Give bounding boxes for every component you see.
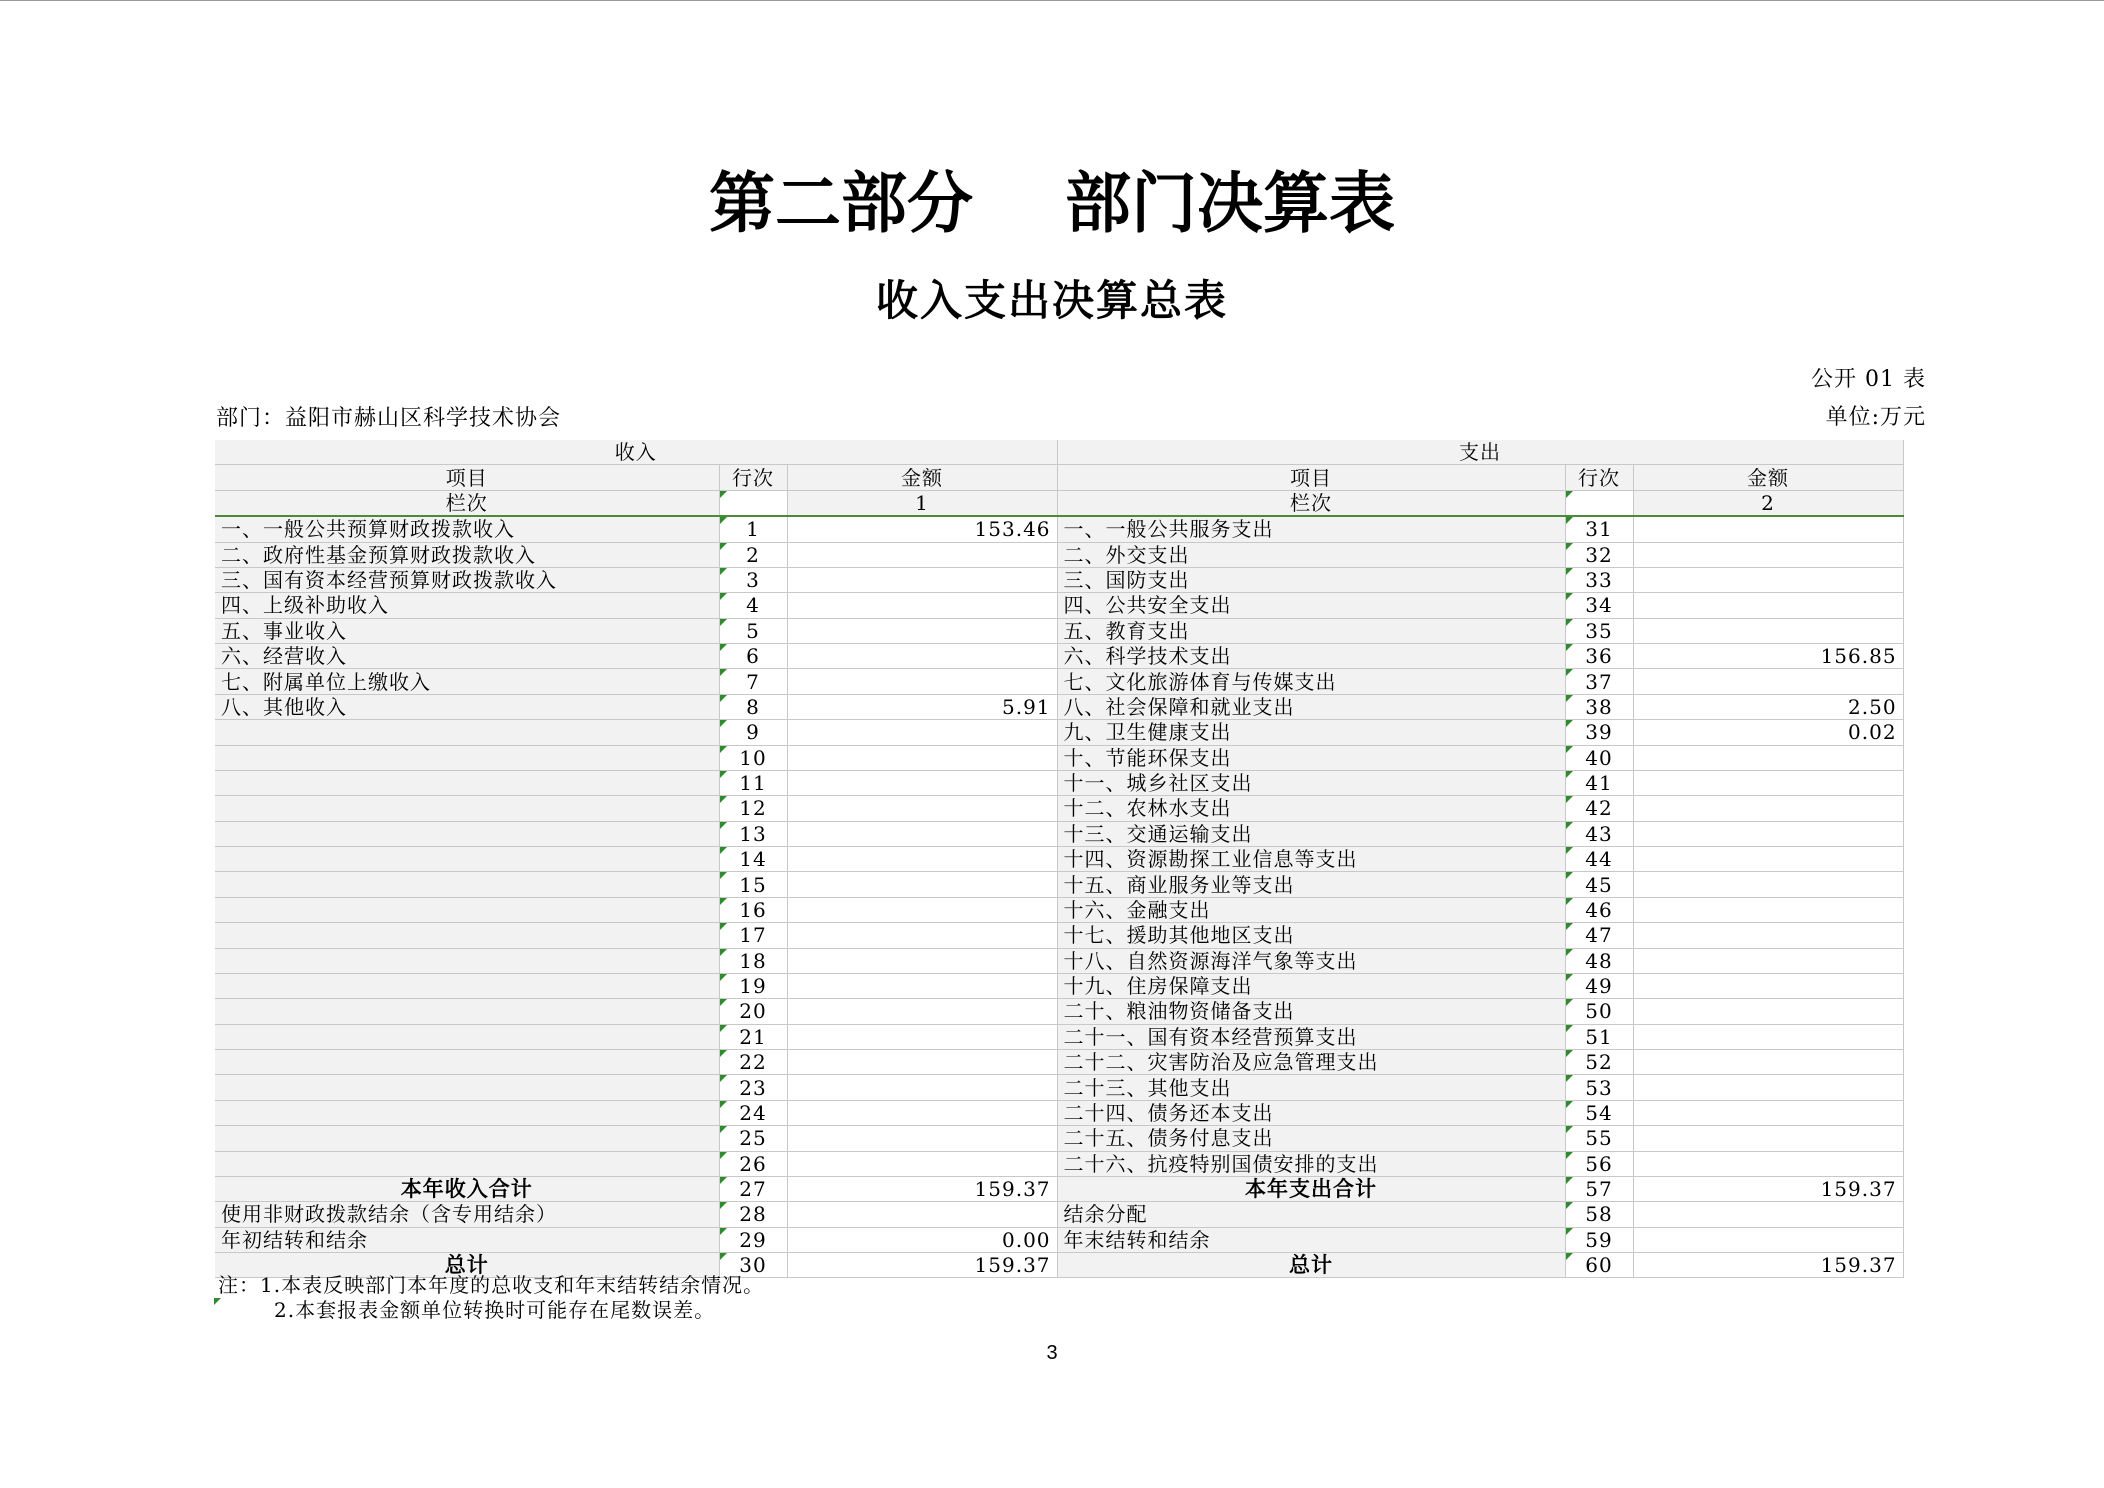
table-row xyxy=(215,1126,1903,1151)
income-amount xyxy=(787,593,1057,618)
table-row xyxy=(215,542,1903,567)
income-amount xyxy=(787,847,1057,872)
income-amount xyxy=(787,948,1057,973)
income-line-no: 26 xyxy=(719,1151,787,1176)
income-amount xyxy=(787,770,1057,795)
page-title: 第二部分 部门决算表 xyxy=(709,165,1395,242)
income-item xyxy=(215,1126,719,1151)
expense-line-no: 50 xyxy=(1565,999,1633,1024)
grand-income-total-line: 30 xyxy=(719,1253,787,1278)
income-item xyxy=(215,745,719,770)
expense-item: 五、教育支出 xyxy=(1057,618,1565,643)
expense-line-no: 42 xyxy=(1565,796,1633,821)
expense-line-no: 56 xyxy=(1565,1151,1633,1176)
expense-line-no: 47 xyxy=(1565,923,1633,948)
expense-line-no: 32 xyxy=(1565,542,1633,567)
extra-row xyxy=(215,1227,1903,1252)
column-index-2: 2 xyxy=(1633,490,1903,516)
extra-expense-line: 58 xyxy=(1565,1202,1633,1227)
expense-amount xyxy=(1633,618,1903,643)
expense-amount xyxy=(1633,897,1903,922)
table-row xyxy=(215,948,1903,973)
income-line-no: 13 xyxy=(719,821,787,846)
income-item xyxy=(215,872,719,897)
table-row xyxy=(215,897,1903,922)
year-expense-total-amount: 159.37 xyxy=(1633,1176,1903,1201)
income-amount xyxy=(787,1151,1057,1176)
table-row xyxy=(215,720,1903,745)
income-amount xyxy=(787,872,1057,897)
expense-item: 十五、商业服务业等支出 xyxy=(1057,872,1565,897)
income-amount xyxy=(787,1050,1057,1075)
income-line-no: 6 xyxy=(719,644,787,669)
income-amount xyxy=(787,973,1057,998)
income-amount xyxy=(787,1024,1057,1049)
expense-line-no: 44 xyxy=(1565,847,1633,872)
header-row-index xyxy=(215,490,1903,516)
expense-item: 十六、金融支出 xyxy=(1057,897,1565,922)
table-row xyxy=(215,1151,1903,1176)
expense-header: 支出 xyxy=(1057,440,1903,465)
expense-line-no: 49 xyxy=(1565,973,1633,998)
income-amount xyxy=(787,720,1057,745)
expense-line-no: 51 xyxy=(1565,1024,1633,1049)
income-item xyxy=(215,1151,719,1176)
expense-amount xyxy=(1633,1075,1903,1100)
income-line-no: 20 xyxy=(719,999,787,1024)
unit-label: 单位:万元 xyxy=(1825,405,1926,430)
table-row xyxy=(215,770,1903,795)
income-item xyxy=(215,999,719,1024)
income-line-no: 1 xyxy=(719,516,787,542)
expense-line-no: 45 xyxy=(1565,872,1633,897)
grand-income-total-label: 总计 xyxy=(215,1253,719,1278)
table-row xyxy=(215,567,1903,592)
table-summary xyxy=(215,1176,1903,1278)
table-row xyxy=(215,745,1903,770)
expense-amount xyxy=(1633,593,1903,618)
cell-marker-icon xyxy=(214,1298,221,1305)
income-line-no: 16 xyxy=(719,897,787,922)
page-number: 3 xyxy=(1046,1342,1058,1364)
income-amount xyxy=(787,567,1057,592)
expense-amount xyxy=(1633,542,1903,567)
grand-expense-total-amount: 159.37 xyxy=(1633,1253,1903,1278)
expense-amount xyxy=(1633,973,1903,998)
income-item: 四、上级补助收入 xyxy=(215,593,719,618)
income-item xyxy=(215,948,719,973)
income-line-no: 4 xyxy=(719,593,787,618)
grand-income-total-amount: 159.37 xyxy=(787,1253,1057,1278)
col-line-income: 行次 xyxy=(719,465,787,490)
extra-expense-item: 结余分配 xyxy=(1057,1202,1565,1227)
expense-line-no: 37 xyxy=(1565,669,1633,694)
income-line-no: 8 xyxy=(719,694,787,719)
income-amount xyxy=(787,644,1057,669)
expense-amount xyxy=(1633,999,1903,1024)
expense-item: 二十一、国有资本经营预算支出 xyxy=(1057,1024,1565,1049)
table-body xyxy=(215,516,1903,1176)
income-amount xyxy=(787,999,1057,1024)
expense-line-no: 33 xyxy=(1565,567,1633,592)
expense-amount: 2.50 xyxy=(1633,694,1903,719)
expense-item: 一、一般公共服务支出 xyxy=(1057,516,1565,542)
expense-item: 三、国防支出 xyxy=(1057,567,1565,592)
income-item: 一、一般公共预算财政拨款收入 xyxy=(215,516,719,542)
table-title: 收入支出决算总表 xyxy=(875,276,1228,325)
income-item xyxy=(215,847,719,872)
expense-item: 二十六、抗疫特别国债安排的支出 xyxy=(1057,1151,1565,1176)
income-line-no: 12 xyxy=(719,796,787,821)
income-item: 五、事业收入 xyxy=(215,618,719,643)
expense-item: 二十五、债务付息支出 xyxy=(1057,1126,1565,1151)
table-row xyxy=(215,1100,1903,1125)
income-amount xyxy=(787,542,1057,567)
income-item: 八、其他收入 xyxy=(215,694,719,719)
income-line-no: 21 xyxy=(719,1024,787,1049)
table-row xyxy=(215,1050,1903,1075)
extra-expense-amount xyxy=(1633,1227,1903,1252)
expense-amount xyxy=(1633,923,1903,948)
income-line-no: 9 xyxy=(719,720,787,745)
expense-amount xyxy=(1633,872,1903,897)
income-line-no: 25 xyxy=(719,1126,787,1151)
grand-expense-total-label: 总计 xyxy=(1057,1253,1565,1278)
expense-amount xyxy=(1633,948,1903,973)
expense-item: 七、文化旅游体育与传媒支出 xyxy=(1057,669,1565,694)
expense-line-no: 55 xyxy=(1565,1126,1633,1151)
table-row xyxy=(215,973,1903,998)
income-amount xyxy=(787,745,1057,770)
income-line-no: 22 xyxy=(719,1050,787,1075)
expense-item: 十三、交通运输支出 xyxy=(1057,821,1565,846)
expense-line-no: 53 xyxy=(1565,1075,1633,1100)
form-number: 公开 01 表 xyxy=(1811,367,1926,392)
income-amount: 5.91 xyxy=(787,694,1057,719)
income-amount xyxy=(787,1100,1057,1125)
income-line-no: 11 xyxy=(719,770,787,795)
expense-amount xyxy=(1633,1050,1903,1075)
income-amount xyxy=(787,923,1057,948)
table-row xyxy=(215,923,1903,948)
table-row xyxy=(215,694,1903,719)
expense-line-no: 43 xyxy=(1565,821,1633,846)
col-item-income: 项目 xyxy=(215,465,719,490)
expense-item: 十二、农林水支出 xyxy=(1057,796,1565,821)
income-item xyxy=(215,897,719,922)
table-row xyxy=(215,516,1903,542)
col-line-expense: 行次 xyxy=(1565,465,1633,490)
col-item-expense: 项目 xyxy=(1057,465,1565,490)
expense-item: 二十四、债务还本支出 xyxy=(1057,1100,1565,1125)
income-line-no: 10 xyxy=(719,745,787,770)
income-line-no: 23 xyxy=(719,1075,787,1100)
income-amount xyxy=(787,669,1057,694)
table-row xyxy=(215,999,1903,1024)
expense-line-no: 39 xyxy=(1565,720,1633,745)
income-item xyxy=(215,770,719,795)
expense-amount xyxy=(1633,1100,1903,1125)
income-line-no: 24 xyxy=(719,1100,787,1125)
department-label: 部门：益阳市赫山区科学技术协会 xyxy=(216,406,562,431)
table-row xyxy=(215,796,1903,821)
extra-income-amount xyxy=(787,1202,1057,1227)
expense-item: 十一、城乡社区支出 xyxy=(1057,770,1565,795)
extra-income-line: 28 xyxy=(719,1202,787,1227)
income-line-no: 3 xyxy=(719,567,787,592)
expense-amount xyxy=(1633,1126,1903,1151)
expense-amount xyxy=(1633,745,1903,770)
expense-amount xyxy=(1633,847,1903,872)
income-line-no: 14 xyxy=(719,847,787,872)
year-expense-total-label: 本年支出合计 xyxy=(1057,1176,1565,1201)
column-index-1: 1 xyxy=(787,490,1057,516)
expense-item: 二、外交支出 xyxy=(1057,542,1565,567)
column-label-expense: 栏次 xyxy=(1057,490,1565,516)
header-row-columns xyxy=(215,465,1903,490)
income-item xyxy=(215,1075,719,1100)
expense-amount xyxy=(1633,669,1903,694)
income-item: 三、国有资本经营预算财政拨款收入 xyxy=(215,567,719,592)
expense-amount xyxy=(1633,567,1903,592)
table-row xyxy=(215,872,1903,897)
income-item xyxy=(215,1024,719,1049)
table-row xyxy=(215,1024,1903,1049)
income-item xyxy=(215,973,719,998)
table-row xyxy=(215,1075,1903,1100)
income-item xyxy=(215,1100,719,1125)
expense-item: 四、公共安全支出 xyxy=(1057,593,1565,618)
year-total-row xyxy=(215,1176,1903,1201)
income-item: 二、政府性基金预算财政拨款收入 xyxy=(215,542,719,567)
table-row xyxy=(215,669,1903,694)
income-header: 收入 xyxy=(215,440,1057,465)
expense-item: 十八、自然资源海洋气象等支出 xyxy=(1057,948,1565,973)
income-item: 七、附属单位上缴收入 xyxy=(215,669,719,694)
expense-line-no: 31 xyxy=(1565,516,1633,542)
header-row-section xyxy=(215,440,1903,465)
extra-row xyxy=(215,1202,1903,1227)
expense-amount xyxy=(1633,821,1903,846)
expense-line-no: 52 xyxy=(1565,1050,1633,1075)
expense-item: 十九、住房保障支出 xyxy=(1057,973,1565,998)
year-expense-total-line: 57 xyxy=(1565,1176,1633,1201)
income-line-no: 2 xyxy=(719,542,787,567)
income-amount xyxy=(787,1126,1057,1151)
expense-item: 十四、资源勘探工业信息等支出 xyxy=(1057,847,1565,872)
income-amount: 153.46 xyxy=(787,516,1057,542)
expense-item: 二十二、灾害防治及应急管理支出 xyxy=(1057,1050,1565,1075)
top-border-line xyxy=(0,0,2104,1)
income-item xyxy=(215,821,719,846)
column-label-income: 栏次 xyxy=(215,490,719,516)
expense-item: 二十三、其他支出 xyxy=(1057,1075,1565,1100)
table-row xyxy=(215,821,1903,846)
expense-line-no: 36 xyxy=(1565,644,1633,669)
expense-item: 八、社会保障和就业支出 xyxy=(1057,694,1565,719)
income-line-no: 15 xyxy=(719,872,787,897)
expense-amount xyxy=(1633,770,1903,795)
income-amount xyxy=(787,618,1057,643)
expense-line-no: 54 xyxy=(1565,1100,1633,1125)
expense-amount xyxy=(1633,1151,1903,1176)
expense-item: 九、卫生健康支出 xyxy=(1057,720,1565,745)
extra-income-amount: 0.00 xyxy=(787,1227,1057,1252)
expense-amount xyxy=(1633,1024,1903,1049)
income-amount xyxy=(787,796,1057,821)
expense-line-no: 35 xyxy=(1565,618,1633,643)
col-amount-expense: 金额 xyxy=(1633,465,1903,490)
income-item: 六、经营收入 xyxy=(215,644,719,669)
column-index-blank-expense xyxy=(1565,490,1633,516)
year-income-total-amount: 159.37 xyxy=(787,1176,1057,1201)
expense-line-no: 41 xyxy=(1565,770,1633,795)
col-amount-income: 金额 xyxy=(787,465,1057,490)
income-line-no: 19 xyxy=(719,973,787,998)
column-index-blank-income xyxy=(719,490,787,516)
income-amount xyxy=(787,1075,1057,1100)
note-line-2: 2.本套报表金额单位转换时可能存在尾数误差。 xyxy=(274,1298,716,1322)
income-line-no: 7 xyxy=(719,669,787,694)
income-amount xyxy=(787,897,1057,922)
expense-line-no: 40 xyxy=(1565,745,1633,770)
table-row xyxy=(215,618,1903,643)
expense-amount: 0.02 xyxy=(1633,720,1903,745)
income-item xyxy=(215,1050,719,1075)
table-row xyxy=(215,593,1903,618)
expense-line-no: 34 xyxy=(1565,593,1633,618)
income-item xyxy=(215,796,719,821)
expense-item: 十七、援助其他地区支出 xyxy=(1057,923,1565,948)
extra-expense-amount xyxy=(1633,1202,1903,1227)
extra-income-item: 使用非财政拨款结余（含专用结余） xyxy=(215,1202,719,1227)
grand-expense-total-line: 60 xyxy=(1565,1253,1633,1278)
extra-income-item: 年初结转和结余 xyxy=(215,1227,719,1252)
expense-amount: 156.85 xyxy=(1633,644,1903,669)
expense-line-no: 48 xyxy=(1565,948,1633,973)
extra-expense-line: 59 xyxy=(1565,1227,1633,1252)
expense-item: 六、科学技术支出 xyxy=(1057,644,1565,669)
extra-expense-item: 年末结转和结余 xyxy=(1057,1227,1565,1252)
year-income-total-line: 27 xyxy=(719,1176,787,1201)
income-item xyxy=(215,720,719,745)
income-expense-table xyxy=(215,440,1904,1278)
table-notes xyxy=(218,1273,764,1323)
income-line-no: 5 xyxy=(719,618,787,643)
year-income-total-label: 本年收入合计 xyxy=(215,1176,719,1201)
income-amount xyxy=(787,821,1057,846)
expense-item: 二十、粮油物资储备支出 xyxy=(1057,999,1565,1024)
extra-income-line: 29 xyxy=(719,1227,787,1252)
expense-amount xyxy=(1633,796,1903,821)
table-row xyxy=(215,644,1903,669)
income-line-no: 18 xyxy=(719,948,787,973)
table-row xyxy=(215,847,1903,872)
expense-amount xyxy=(1633,516,1903,542)
income-item xyxy=(215,923,719,948)
expense-line-no: 38 xyxy=(1565,694,1633,719)
expense-line-no: 46 xyxy=(1565,897,1633,922)
income-line-no: 17 xyxy=(719,923,787,948)
note-line-1: 注：1.本表反映部门本年度的总收支和年末结转结余情况。 xyxy=(218,1273,765,1297)
expense-item: 十、节能环保支出 xyxy=(1057,745,1565,770)
